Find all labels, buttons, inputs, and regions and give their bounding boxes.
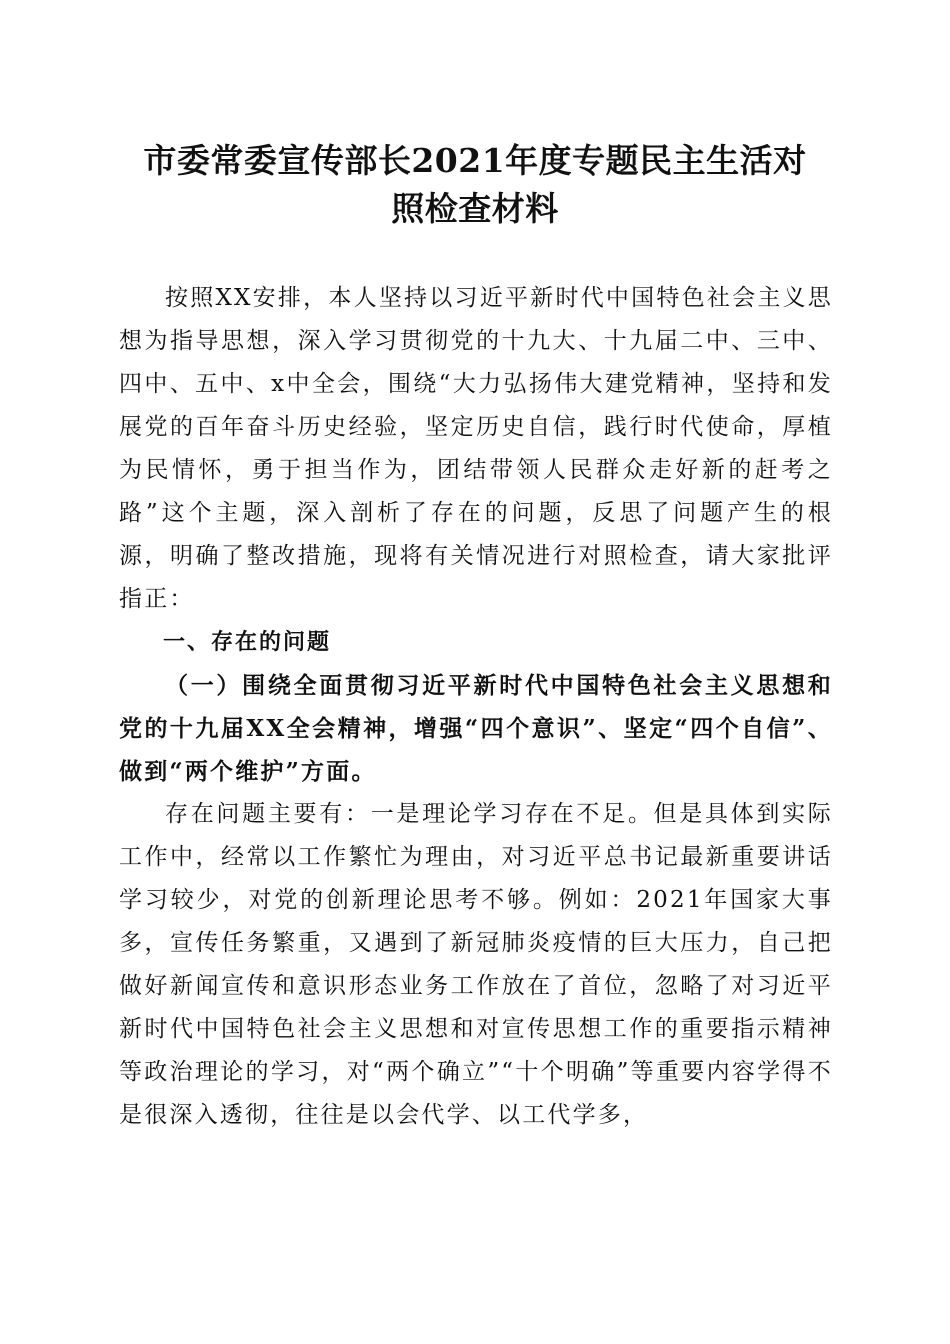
document-title	[110, 137, 840, 233]
section-heading-problems: 一、存在的问题	[163, 630, 332, 655]
intro-paragraph: 按照XX安排，本人坚持以习近平新时代中国特色社会主义思想为指导思想，深入学习贯彻党的十九大、十九届二中、三中、四中、五中、x中全会，围绕“大力弘扬伟大建党精神，坚持和发展党的百年奋斗历史经验，坚定历史自信，践行时代使命，厚植为民情怀，勇于担当作为，团结带领人民群众走好新的赶考之路”这个主题，深入剖析了存在的问题，反思了问题产生的根源，明确了整改措施，现将有关情况进行对照检查，请大家批评指正：	[119, 285, 833, 612]
subsection-heading-1: （一）围绕全面贯彻习近平新时代中国特色社会主义思想和党的十九届XX全会精神，增强“四个意识”、坚定“四个自信”、做到“两个维护”方面。	[119, 672, 833, 785]
document-title-line-1: 市委常委宣传部长2021年度专题民主生活对	[143, 141, 807, 180]
problems-paragraph: 存在问题主要有：一是理论学习存在不足。但是具体到实际工作中，经常以工作繁忙为理由，对习近平总书记最新重要讲话学习较少，对党的创新理论思考不够。例如：2021年国家大事多，宣传任务繁重，又遇到了新冠肺炎疫情的巨大压力，自己把做好新闻宣传和意识形态业务工作放在了首位，忽略了对习近平新时代中国特色社会主义思想和对宣传思想工作的重要指示精神等政治理论的学习，对“两个确立”“十个明确”等重要内容学得不是很深入透彻，往往是以会代学、以工代学多，	[119, 801, 833, 1128]
document-body	[119, 277, 833, 1137]
document-title-line-2: 照检查材料	[391, 189, 559, 228]
